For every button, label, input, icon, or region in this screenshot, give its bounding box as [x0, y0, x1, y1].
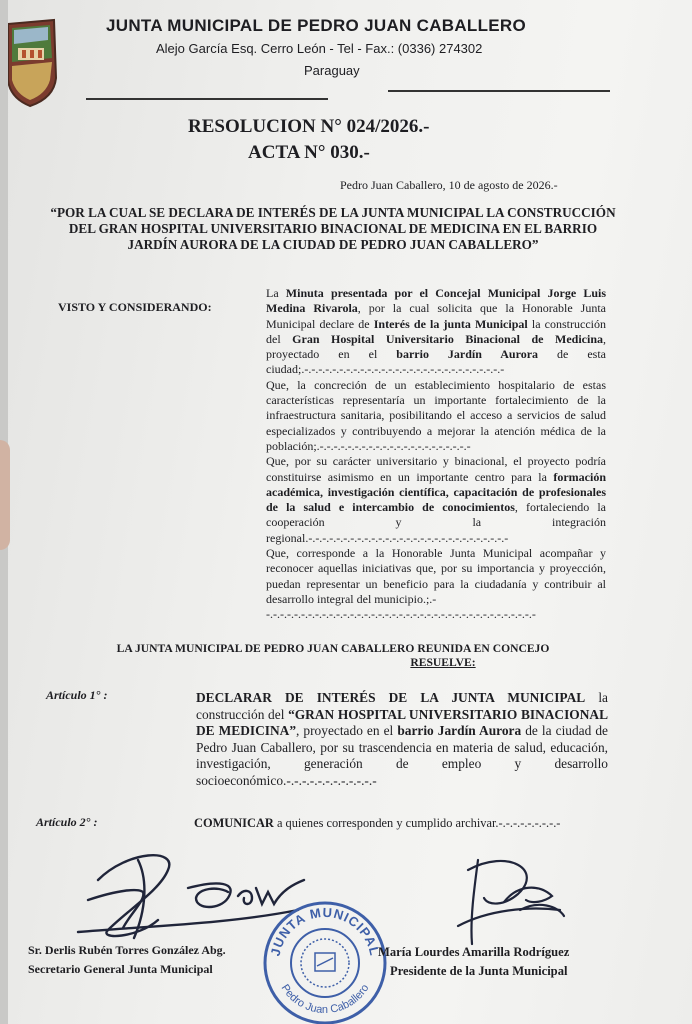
president-signature — [448, 840, 578, 950]
text-run: de esta ciudad;.-.-.-.-.-.-.-.-.-.-.-.-.-.-.-.-.-.-.-.-.-.-.-.-.-.-.-.-.- — [266, 347, 607, 377]
text-run: la construcción del — [266, 316, 606, 346]
municipal-coat-of-arms-icon — [8, 18, 58, 110]
considerando-paragraph — [266, 454, 606, 546]
text-run-bold: “GRAN HOSPITAL UNIVERSITARIO BINACIONAL DE MEDICINA” — [196, 706, 608, 738]
resolution-date: Pedro Juan Caballero, 10 de agosto de 2026.- — [340, 178, 558, 192]
text-run: , proyectado en el — [266, 331, 606, 362]
visto-label: VISTO Y CONSIDERANDO: — [58, 300, 212, 314]
article-1-text — [196, 690, 608, 789]
text-run: , por la cual solicita que la Honorable Junta Municipal declare de — [266, 301, 607, 331]
seal-graphic — [262, 900, 388, 1024]
resuelve-label: RESUELVE: — [410, 656, 476, 669]
secretary-name: Sr. Derlis Rubén Torres González Abg. — [28, 943, 226, 957]
article-2-text — [194, 816, 560, 831]
header-country: Paraguay — [304, 63, 360, 78]
secretary-role: Secretario General Junta Municipal — [28, 962, 213, 976]
president-name: María Lourdes Amarilla Rodríguez — [378, 945, 570, 959]
seal-top-text: JUNTA MUNICIPAL — [267, 904, 383, 958]
header-title: JUNTA MUNICIPAL DE PEDRO JUAN CABALLERO — [106, 16, 527, 35]
text-run: la construcción del — [196, 690, 609, 722]
text-run: Que, por su carácter universitario y binacional, el proyecto podría constituirse asimismo en un importante centro para la — [266, 454, 606, 484]
text-run-bold: Interés de la junta Municipal — [373, 316, 528, 331]
document-page — [8, 0, 692, 1024]
seal-bottom-text: Pedro Juan Caballero — [278, 982, 372, 1017]
text-run: , proyectado en el — [296, 723, 398, 738]
article-1-label: Artículo 1° : — [46, 688, 108, 702]
header-address: Alejo García Esq. Cerro León - Tel - Fax.: (0336) 274302 — [156, 41, 483, 56]
resuelve-heading — [28, 642, 638, 670]
resolution-number: RESOLUCION N° 024/2026.- — [188, 116, 430, 137]
text-run-bold: barrio Jardín Aurora — [397, 723, 522, 738]
text-run: La — [266, 286, 286, 300]
text-run: de la ciudad de Pedro Juan Caballero, por su trascendencia en materia de salud, educación, investigación, generación de empleo y desarrollo socioeconómico.-.-.-.-.-.-.-.-.-.-.-.- — [196, 723, 608, 788]
text-run: a quienes corresponden y cumplido archivar.-.-.-.-.-.-.-.-.- — [273, 816, 561, 830]
svg-text:JUNTA MUNICIPAL — [268, 905, 383, 958]
president-role: Presidente de la Junta Municipal — [390, 964, 568, 978]
text-run-bold: formación académica, investigación científica, capacitación de profesionales de la salud e intercambio de conocimientos — [266, 469, 606, 515]
text-run-bold: Minuta presentada por el Concejal Municipal Jorge Luis Medina Rivarola — [266, 286, 606, 316]
text-run-bold: barrio Jardín Aurora — [396, 347, 539, 362]
text-run: , fortaleciendo la cooperación y la integración regional.-.-.-.-.-.-.-.-.-.-.-.-.-.-.-.-.-.-.-.-.-.-.-.-.-.-.-.-.- — [266, 500, 606, 545]
finger-holding-page — [0, 440, 10, 550]
header-rule-left — [86, 98, 328, 100]
acta-number: ACTA N° 030.- — [248, 142, 370, 163]
official-seal — [262, 900, 388, 1024]
text-run-bold: Gran Hospital Universitario Binacional de Medicina — [292, 331, 603, 346]
article-2-label: Artículo 2° : — [36, 815, 98, 829]
considerando-paragraph: Que, corresponde a la Honorable Junta Municipal acompañar y reconocer aquellas iniciativas que, por su importancia y proyección, puedan representar un beneficio para la ciudadanía y contribuir al desarrollo integral del municipio.;.- — [266, 546, 606, 606]
considerando-body — [266, 286, 606, 623]
considerando-paragraph — [266, 286, 606, 378]
resolution-title: “POR LA CUAL SE DECLARA DE INTERÉS DE LA JUNTA MUNICIPAL LA CONSTRUCCIÓN DEL GRAN HOSPITAL UNIVERSITARIO BINACIONAL DE MEDICINA EN EL BARRIO JARDÍN AURORA DE LA CIUDAD DE PEDRO JUAN CABALLERO” — [50, 205, 616, 252]
resuelve-heading-text: LA JUNTA MUNICIPAL DE PEDRO JUAN CABALLERO REUNIDA EN CONCEJO — [116, 642, 550, 655]
text-run-bold: DECLARAR DE INTERÉS DE LA JUNTA MUNICIPAL — [196, 690, 586, 705]
text-run-bold: COMUNICAR — [194, 816, 274, 830]
header-rule-right — [388, 90, 610, 92]
considerando-paragraph: Que, la concreción de un establecimiento hospitalario de estas características representaría un importante fortalecimiento de la infraestructura sanitaria, posibilitando el acceso a servicios de salud especializados y contribuyendo a mejorar la atención médica de la población;.-.-.-.-.-.-.-.-.-.-.-.-.-.-.-.-.-.-.-.-.-.- — [266, 377, 606, 453]
dash-line: -.-.-.-.-.-.-.-.-.-.-.-.-.-.-.-.-.-.-.-.-.-.-.-.-.-.-.-.-.-.-.-.-.-.-.-.-.-.- — [266, 607, 536, 622]
